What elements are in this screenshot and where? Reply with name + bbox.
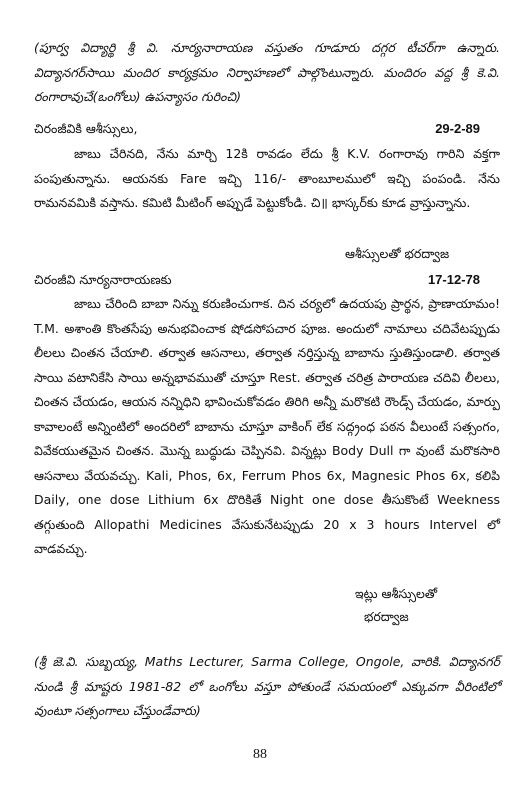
page-number: 88 <box>253 747 267 762</box>
letter2-signoff-line2: భరద్వాజ <box>364 609 409 624</box>
letter2-header <box>34 268 500 292</box>
letter2-signoff-line1: ఇట్లు ఆశీస్సులతో <box>355 586 438 601</box>
top-note-text: (పూర్వ విద్యార్థి శ్రీ వి. నూర్యనారాయణ వస్తుతం గూడూరు దగ్గర టీచర్‌గా ఉన్నారు. విద్యానగర్‌సాయి మందిర కార్యక్రమం నిర్వాహణలో పాల్గొంటున్నారు. మందిరం వద్ద శ్రీ కె.వి. రంగారావుచే(ఒంగోలు) ఉపన్యాసం గురించి) <box>34 40 500 104</box>
letter2-body-text: జాబు చేరింది బాబా నిన్ను కరుణించుగాక. దిన చర్యలో ఉదయపు ప్రార్థన, ప్రాణాయామం! T.M. అశాంతి కొంతసేపు అనుభవించాక షోడసోపచార పూజ. అందులో నామాలు చదివేటప్పుడు లీలలు చింతన చేయాలి. తర్వాత ఆసనాలు, తర్వాత నర్తిస్తున్న బాబాను స్తుతిస్తుండాలి. తర్వాత సాయి వటానికేసి సాయి అన్నభావముతో చూస్తూ Rest. తర్వాత చరిత్ర పారాయణ చదివి లీలలు, చింతన చేయడం, ఆయన నన్నిధిని భావించుకోవడం తిరిగి అన్నీ మరొకటి రౌండ్స్ చేయడం, మార్పు కావాలంటే అన్నింటిలో అందరిలో బాబాను చూస్తూ వాకింగ్ లేక సద్గ్రంధ పఠన వీలుంటే సత్సంగం, వివేకయుతమైన చింతన. మొన్న బుద్ధుడు చెప్పినవి. విన్నట్లు Body Dull గా వుంటే మరొకసారి ఆసనాలు వేయవచ్చు. Kali, Phos, 6x, Ferrum Phos 6x, Magnesic Phos 6x, కలిపి Daily, one dose Lithium 6x దొరికితే Night one dose తీసుకొంటే Weekness తగ్గుతుంది Allopathi Medicines వేసుకునేటప్పుడు 20 x 3 hours Intervel లో వాడవచ్చు. <box>34 296 500 556</box>
letter2-body <box>34 292 500 562</box>
letter1-signoff: ఆశీస్సులతో భరద్వాజ <box>345 246 450 261</box>
letter1-salutation: చిరంజీవికి ఆశీస్సులు, <box>34 121 138 136</box>
letter1-body-text: జాబు చేరినది, నేను మార్చి 12కి రావడం లేదు శ్రీ K.V. రంగారావు గారిని వక్తగా పంపుతున్నాను. ఆయనకు Fare ఇచ్చి 116/- తాంబూలములో ఇచ్చి పంపండి. నేను రామనవమికి వస్తాను. కమిటి మీటింగ్ అప్పుడే పెట్టుకోండి. చి॥ భాస్కర్‌కు కూడ వ్రాస్తున్నాను. <box>34 146 500 210</box>
top-editorial-note <box>34 36 500 110</box>
bottom-note-text: (శ్రీ జె.వి. సుబ్బయ్య, Maths Lecturer, Sarma College, Ongole, వారికి. విద్యానగర్ నుండి శ్రీ మాష్టరు 1981-82 లో ఒంగోలు వస్తూ పోతుండే సమయంలో ఎక్కువగా వీరింటిలో వుంటూ సత్సంగాలు చేస్తుండేవారు) <box>34 654 500 718</box>
bottom-editorial-note <box>34 650 500 724</box>
letter1-body <box>34 142 500 216</box>
letter1-date: 29-2-89 <box>435 121 480 136</box>
letter2-date: 17-12-78 <box>427 272 480 287</box>
letter1-header <box>34 117 500 141</box>
letter2-salutation: చిరంజీవి నూర్యనారాయణకు <box>34 272 172 287</box>
